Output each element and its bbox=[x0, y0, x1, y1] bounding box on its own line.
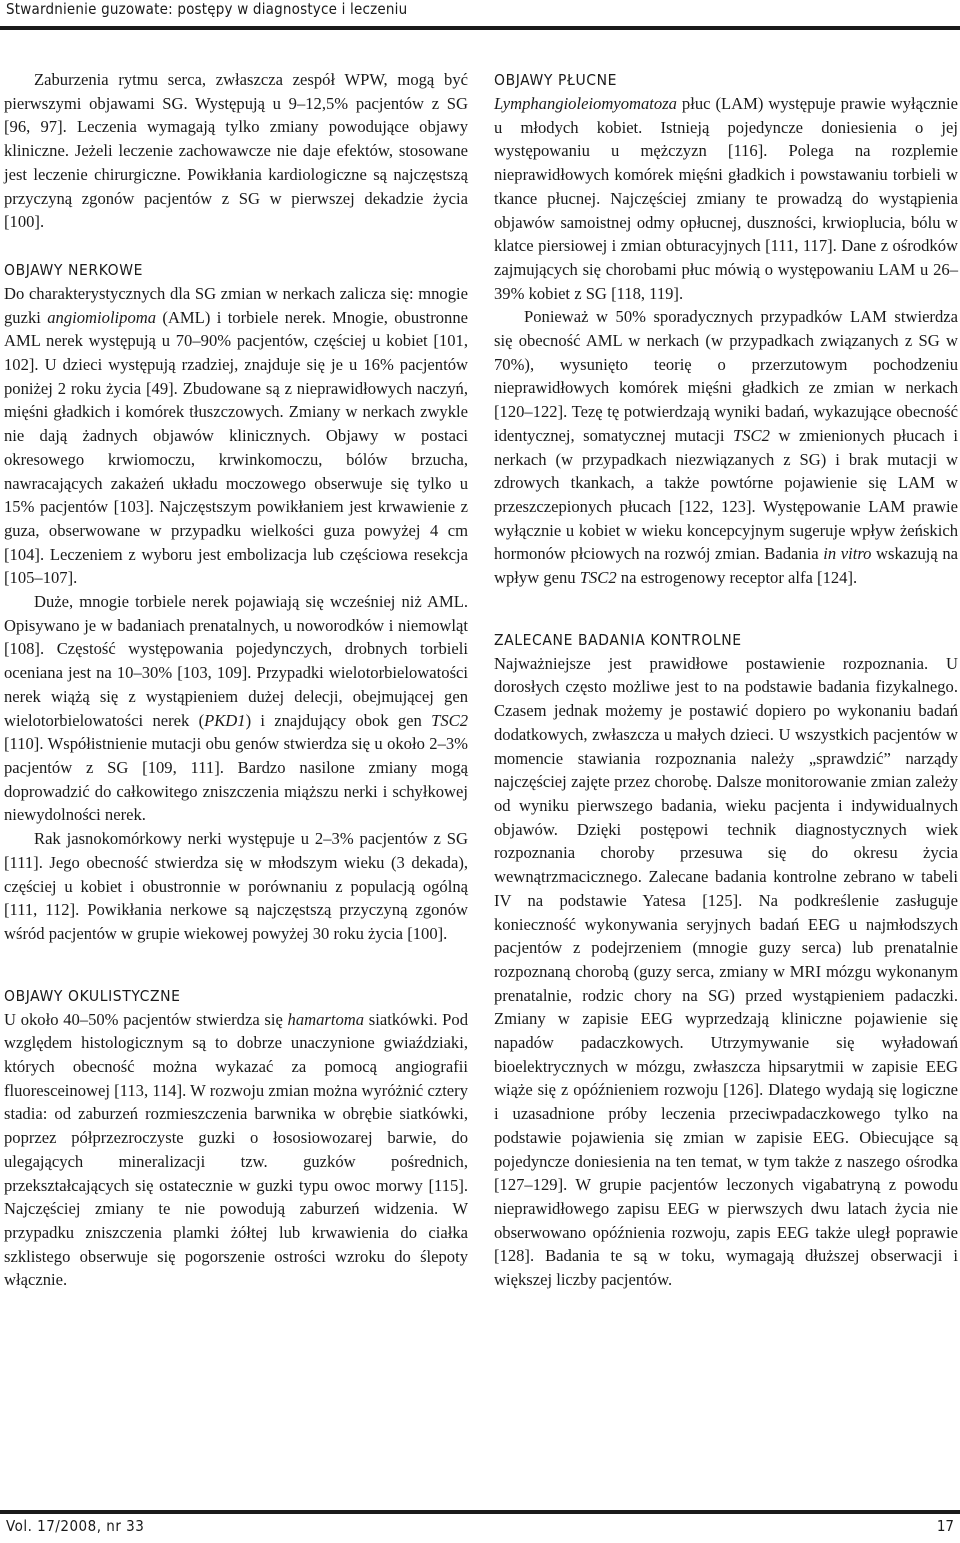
kidney-paragraph-1: Do charakterystycznych dla SG zmian w nerkach zalicza się: mnogie guzki angiomiolipoma (AML) i torbiele nerek. Mnogie, obustronne AML nerek występują u 70–90% pacjentów, częściej u kobiet [101, 102]. U dzieci występują rzadziej, znajduje się je u 16% pacjentów poniżej 2 roku życia [49]. Zbudowane są z nieprawidłowych naczyń, mięśni gładkich i komórek tłuszczowych. Zmiany w nerkach zwykle nie dają żadnych objawów klinicznych. Objawy w postaci okresowego krwiomoczu, krwinkomoczu, bólów brzucha, nawracających zakażeń układu moczowego obserwuje się tylko u 15% pacjentów [103]. Najczęstszym powikłaniem jest krwawienie z guza, obserwowane w przypadku wielkości guza powyżej 4 cm [104]. Leczeniem z wyboru jest embolizacja lub częściowa resekcja [105–107]. bbox=[4, 283, 469, 588]
header-rule bbox=[0, 26, 960, 30]
lung-paragraph-1: Lymphangioleiomyomatoza płuc (LAM) występuje prawie wyłącznie u młodych kobiet. Istnieją pojedyncze doniesienia o jej występowaniu u mężczyzn [116]. Polega na rozplemie nieprawidłowych komórek mięśni gładkich i powstawaniu torbieli w tkance płucnej. Najczęściej zmiany te prowadzą do wystąpienia objawów samoistnej odmy opłucnej, duszności, krwioplucia, bólu w klatce piersiowej i zmian obturacyjnych [111, 117]. Dane z ośrodków zajmujących się chorobami płuc mówią o występowaniu LAM u 26–39% kobiet z SG [118, 119]. bbox=[494, 94, 958, 303]
section-heading-kidney: OBJAWY NERKOWE bbox=[4, 260, 143, 279]
kidney-paragraph-3: Rak jasnokomórkowy nerki występuje u 2–3% pacjentów z SG [111]. Jego obecność stwierdza się w młodszym wieku (3 dekada), częściej u kobiet i obustronnie w porównaniu z populacją ogólną [111, 112]. Powikłania nerkowe są najczęstszą przyczyną zgonów wśród pacjentów w grupie wiekowej powyżej 30 roku życia [100]. bbox=[4, 829, 468, 943]
section-heading-lung: OBJAWY PŁUCNE bbox=[494, 71, 618, 89]
control-paragraph-1: Najważniejsze jest prawidłowe postawienie rozpoznania. U dorosłych często możliwe jest to na podstawie badania fizykalnego. Czasem jednak możemy je postawić dopiero po wykonaniu badań dodatkowych, zwłaszcza u małych dzieci. U wszystkich pacjentów w momencie stawiania rozpoznania należy „sprawdzić” narządy najczęściej zajęte przez chorobę. Dalsze monitorowanie zmian zależy od wyniku pierwszego badania, wieku pacjenta i indywidualnych objawów. Dzięki postępowi technik diagnostycznych wiek rozpoznania choroby przesuwa się do okresu życia wewnątrzmacicznego. Zalecane badania kontrolne zebrano w tabeli IV na podstawie Yatesa [125]. Na podkreślenie zasługuje konieczność wykonywania seryjnych badań EEG u najmłodszych pacjentów z podejrzeniem (mnogie guzy serca) lub prenatalnie rozpoznaną chorobą (guzy serca, zmiany w MRI mózgu wykonanym prenatalnie, rodzic chory na SG) przed wystąpieniem padaczki. Zmiany w zapisie EEG wyprzedzają kliniczne pojawienie się napadów padaczkowych. Utrzymywanie się wyładowań bioelektrycznych w mózgu, zwłaszcza hipsarytmii w zapisie EEG wiąże się z opóźnieniem rozwoju [126]. Dlatego wydają się logiczne i uzasadnione próby leczenia przeciwpadaczkowego tylko na podstawie pojawienia się zmian w zapisie EEG. Obiecujące są pojedyncze doniesienia na ten temat, w tym także z naszego ośrodka [127–129]. W grupie pacjentów leczonych vigabatryną z powodu nieprawidłowego zapisu EEG w pierwszych dwu latach życia nie obserwowano opóźnienia rozwoju, zapis EEG także uległ poprawie [128]. Badania te są w toku, wymagają dłuższej obserwacji i większej liczby pacjentów. bbox=[494, 653, 958, 1290]
running-title: Stwardnienie guzowate: postępy w diagnostyce i leczeniu bbox=[6, 0, 408, 18]
right-column bbox=[494, 68, 958, 1292]
section-heading-eye: OBJAWY OKULISTYCZNE bbox=[4, 986, 181, 1005]
intro-paragraph: Zaburzenia rytmu serca, zwłaszcza zespół WPW, mogą być pierwszymi objawami SG. Występują u 9–12,5% pacjentów z SG [96, 97]. Leczenia wymagają tylko zmiany powodujące objawy kliniczne. Jeżeli leczenie zachowawcze nie daje efektów, stosowane jest leczenie chirurgiczne. Powikłania kardiologiczne są najczęstszą przyczyną zgonów pacjentów z SG w pierwszej dekadzie życia [100]. bbox=[4, 70, 468, 232]
left-column bbox=[4, 68, 468, 1292]
footer-rule bbox=[0, 1510, 960, 1514]
kidney-paragraph-2: Duże, mnogie torbiele nerek pojawiają się wcześniej niż AML. Opisywano je w badaniach prenatalnych, u noworodków i niemowląt [108]. Częstość występowania pojedynczych, drobnych torbieli oceniana jest na 10–30% [103, 109]. Przypadki wielotorbielowatości nerek wiążą się z wystąpieniem dużej delecji, obejmującej gen wielotorbielowatości nerek (PKD1) i znajdujący obok gen TSC2 [110]. Współistnienie mutacji obu genów stwierdza się u około 2–3% pacjentów z SG [109, 111]. Bardzo nasilone zmiany mogą doprowadzić do całkowitego zniszczenia miąższu nerki i schyłkowej niewydolności nerek. bbox=[4, 592, 468, 825]
section-heading-control: ZALECANE BADANIA KONTROLNE bbox=[494, 630, 742, 649]
eye-paragraph-1: U około 40–50% pacjentów stwierdza się hamartoma siatkówki. Pod względem histologicznym są to dobrze unaczynione gwiaździaki, których obecność można wykazać za pomocą angiografii fluoresceinowej [113, 114]. W rozwoju zmian można wyróżnić cztery stadia: od zaburzeń rozmieszczenia barwnika w obrębie siatkówki, poprzez półprzezroczyste guzki o łososiowozarej barwie, do ulegających mineralizacji tzw. guzków pośrednich, przekształcających się ostatecznie w guzki typu owoc morwy [115]. Najczęściej zmiany te nie powodują zaburzeń widzenia. W przypadku zniszczenia plamki żółtej lub krwawienia do ciałka szklistego obserwuje się pogorszenie ostrości wzroku do ślepoty włącznie. bbox=[4, 1009, 468, 1290]
footer-volume: Vol. 17/2008, nr 33 bbox=[6, 1517, 145, 1535]
page-number: 17 bbox=[936, 1517, 954, 1535]
lung-paragraph-2: Ponieważ w 50% sporadycznych przypadków LAM stwierdza się obecność AML w nerkach (w przypadkach związanych z SG w 70%), wysunięto teorię o przerzutowym pochodzeniu nieprawidłowych komórek mięśni gładkich ze zmian w nerkach [120–122]. Tezę tę potwierdzają wyniki badań, wykazujące obecność identycznej, somatycznej mutacji TSC2 w zmienionych płucach i nerkach (w przypadkach niezwiązanych z SG) i brak mutacji w zdrowych tkankach, a także powtórne pojawienie się LAM w przeszczepionych płucach [122, 123]. Występowanie LAM prawie wyłącznie u kobiet w wieku koncepcyjnym sugeruje wpływ żeńskich hormonów płciowych na rozwój zmian. Badania in vitro wskazują na wpływ genu TSC2 na estrogenowy receptor alfa [124]. bbox=[494, 307, 958, 588]
